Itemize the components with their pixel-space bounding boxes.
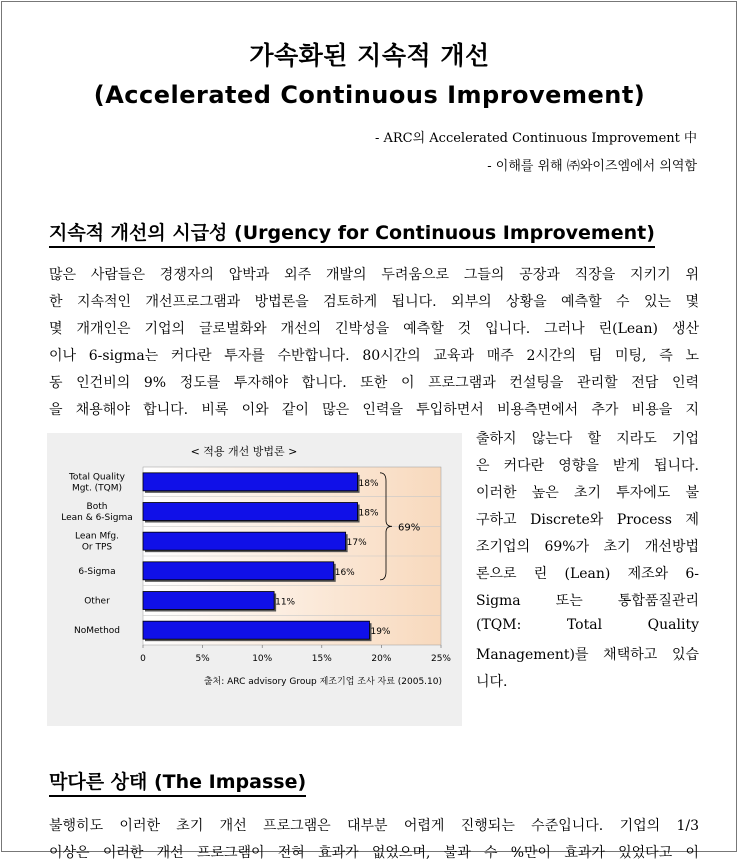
source-line-1: - ARC의 Accelerated Continuous Improvement 中 — [374, 131, 697, 146]
value-label: 18% — [358, 478, 379, 489]
side-line: 구하고 Discrete와 Process 제 — [476, 512, 699, 528]
category-label: Or TPS — [81, 542, 113, 553]
x-tick-label: 0 — [140, 654, 146, 664]
value-label: 17% — [346, 538, 367, 549]
doc-title-en: (Accelerated Continuous Improvement) — [93, 81, 646, 109]
body-line: 이상은 이러한 개선 프로그램이 전혀 효과가 없었으며, 불과 수 %만이 효과가 있었다고 이 — [49, 845, 699, 861]
body-line: 많은 사람들은 경쟁자의 압박과 외주 개발의 두려움으로 그들의 공장과 직장을 지키기 위 — [49, 267, 699, 283]
bar — [143, 473, 358, 491]
category-label: Lean Mfg. — [75, 531, 119, 542]
side-line: 론으로 린 (Lean) 제조와 6- — [476, 566, 699, 582]
body-line: 동 인건비의 9% 정도를 투자해야 합니다. 또한 이 프로그램과 컨설팅을 관리할 전담 인력 — [49, 375, 699, 391]
bracket-label: 69% — [398, 522, 421, 534]
side-line: 출하지 않는다 할 지라도 기업 — [476, 431, 699, 447]
side-line: (TQM: Total Quality — [476, 617, 699, 633]
value-label: 16% — [334, 567, 355, 578]
category-label: Total Quality — [68, 472, 126, 483]
category-label: NoMethod — [74, 626, 120, 637]
x-tick-label: 20% — [371, 654, 392, 664]
bar — [143, 503, 358, 521]
bar — [143, 621, 369, 639]
body-line: 이나 6-sigma는 커다란 투자를 수반합니다. 80시간의 교육과 매주 2시간의 팀 미팅, 즉 노 — [49, 348, 699, 364]
side-line: 이러한 높은 초기 투자에도 불 — [476, 485, 699, 501]
category-label: Both — [86, 502, 108, 512]
category-label: Lean & 6-Sigma — [61, 513, 133, 523]
methodology-chart — [47, 433, 462, 726]
side-line: Sigma 또는 통합품질관리 — [476, 593, 699, 609]
category-label: 6-Sigma — [78, 566, 116, 577]
bar — [143, 532, 346, 550]
side-line: 은 커다란 영향을 받게 됩니다. — [476, 458, 699, 474]
value-label: 11% — [275, 597, 296, 608]
doc-title: 가속화된 지속적 개선 — [249, 41, 490, 70]
chart-svg — [47, 433, 462, 726]
side-line: 니다. — [476, 674, 508, 690]
value-label: 18% — [358, 508, 379, 519]
side-line: 조기업의 69%가 초기 개선방법 — [476, 539, 699, 555]
body-line: 몇 개개인은 기업의 글로벌화와 개선의 긴박성을 예측할 것 입니다. 그러나 린(Lean) 생산 — [49, 321, 699, 337]
x-tick-label: 15% — [311, 654, 332, 664]
bar — [143, 592, 274, 610]
bar — [143, 562, 334, 580]
value-label: 19% — [370, 627, 391, 638]
side-line: Management)를 채택하고 있습 — [476, 647, 699, 663]
body-line: 한 지속적인 개선프로그램과 방법론을 검토하게 됩니다. 외부의 상황을 예측할 수 있는 몇 — [49, 294, 699, 310]
source-line-2: - 이해를 위해 ㈜와이즈엠에서 의역함 — [487, 159, 697, 174]
chart-caption: 출처: ARC advisory Group 제조기업 조사 자료 (2005.10) — [203, 677, 442, 687]
x-tick-label: 5% — [195, 654, 210, 664]
x-tick-label: 10% — [252, 654, 273, 664]
category-label: Other — [84, 596, 110, 607]
chart-title: < 적용 개선 방법론 > — [190, 445, 298, 458]
category-label: Mgt. (TQM) — [71, 483, 123, 494]
section-heading-impasse: 막다른 상태 (The Impasse) — [49, 767, 306, 797]
body-line: 을 채용해야 합니다. 비록 이와 같이 많은 인력을 투입하면서 비용측면에서 추가 비용을 지 — [49, 402, 699, 418]
x-tick-label: 25% — [430, 654, 452, 664]
section-heading-urgency: 지속적 개선의 시급성 (Urgency for Continuous Improvement) — [49, 218, 655, 248]
body-line: 불행히도 이러한 초기 개선 프로그램은 대부분 어렵게 진행되는 수준입니다. 기업의 1/3 — [49, 818, 699, 834]
